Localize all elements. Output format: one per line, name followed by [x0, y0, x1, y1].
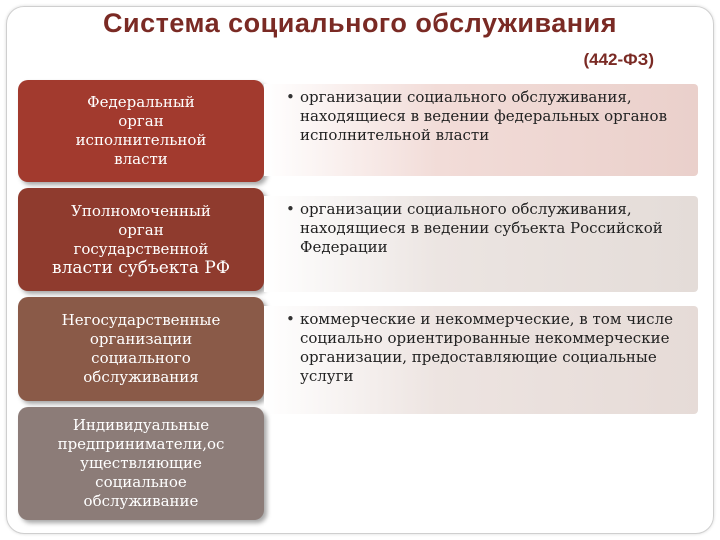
box-line: исполнительной: [75, 131, 207, 149]
box-line: обслуживание: [83, 492, 199, 510]
box-line: социального: [91, 349, 191, 367]
box-line: предприниматели,ос: [57, 435, 225, 453]
box-line: Негосударственные: [61, 311, 221, 329]
box-line: Уполномоченный: [71, 201, 211, 220]
category-box-nongovernmental: [18, 297, 264, 401]
description-regional: [264, 196, 698, 292]
box-line: государственной: [73, 239, 209, 258]
box-line: власти: [114, 150, 168, 168]
description-text: • организации социального обслуживания, находящиеся в ведении федеральных органов исполнительной власти: [286, 88, 688, 145]
description-federal: [264, 84, 698, 176]
description-text: • организации социального обслуживания, находящиеся в ведении субъекта Российской Федерации: [286, 200, 688, 257]
slide-title: Система социального обслуживания: [103, 8, 617, 38]
box-line: Федеральный: [87, 93, 195, 111]
box-line: социальное: [95, 473, 187, 491]
box-line: обслуживания: [83, 368, 199, 386]
box-line: власти субъекта РФ: [52, 257, 230, 278]
box-line: организации: [89, 330, 193, 348]
box-line: орган: [118, 112, 164, 130]
box-line: Индивидуальные: [72, 416, 210, 434]
category-box-federal: [18, 80, 264, 182]
description-nongovernmental: [264, 306, 698, 414]
box-line: орган: [118, 220, 164, 239]
law-reference: (442-ФЗ): [583, 50, 654, 69]
category-box-regional: [18, 188, 264, 291]
category-box-entrepreneurs: [18, 407, 264, 520]
box-line: уществляющие: [80, 454, 202, 472]
description-text: • коммерческие и некоммерческие, в том числе социально ориентированные некоммерческие организации, предоставляющие социальные услуги: [286, 310, 688, 386]
